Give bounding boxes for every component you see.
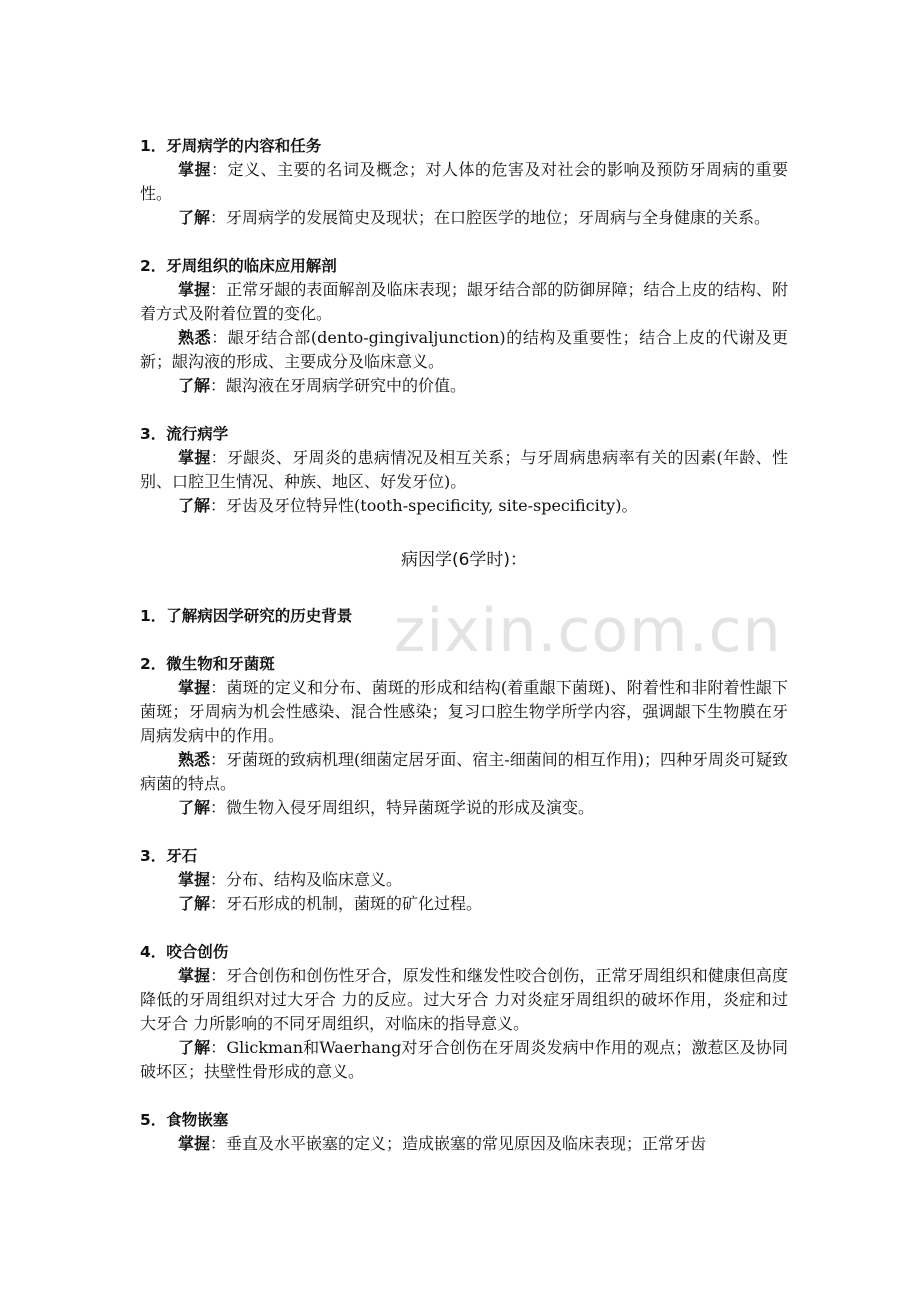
paragraph — [140, 446, 788, 494]
paragraph-text: ：牙合创伤和创伤性牙合，原发性和继发性咬合创伤，正常牙周组织和健康但高度降低的牙周组织对过大牙合 力的反应。过大牙合 力对炎症牙周组织的破坏作用，炎症和过大牙合 力所影响的不同牙周组织，对临床的指导意义。 — [140, 966, 788, 1033]
paragraph-text: ：牙周病学的发展简史及现状；在口腔医学的地位；牙周病与全身健康的关系。 — [210, 208, 771, 227]
section — [140, 604, 788, 628]
section — [140, 422, 788, 518]
paragraph-text: ：龈沟液在牙周病学研究中的价值。 — [210, 376, 467, 395]
paragraph-label: 了解 — [178, 1038, 211, 1057]
document-page — [140, 134, 788, 1156]
paragraph — [140, 748, 788, 796]
section — [140, 652, 788, 820]
section — [140, 254, 788, 398]
paragraph-label: 掌握 — [178, 678, 211, 697]
watermark: zixin.com.cn — [394, 596, 782, 666]
paragraph-label: 了解 — [178, 376, 211, 395]
section-title: 4．咬合创伤 — [140, 943, 229, 961]
paragraph — [140, 158, 788, 206]
section — [140, 134, 788, 230]
section-title: 5．食物嵌塞 — [140, 1111, 229, 1129]
paragraph — [140, 206, 788, 230]
paragraph-text: ：正常牙龈的表面解剖及临床表现；龈牙结合部的防御屏障；结合上皮的结构、附着方式及附着位置的变化。 — [140, 280, 788, 323]
paragraph-text: ：菌斑的定义和分布、菌斑的形成和结构(着重龈下菌斑)、附着性和非附着性龈下菌斑；牙周病为机会性感染、混合性感染；复习口腔生物学所学内容，强调龈下生物膜在牙周病发病中的作用。 — [140, 678, 788, 745]
section — [140, 1108, 788, 1156]
section — [140, 844, 788, 916]
paragraph-label: 掌握 — [178, 966, 211, 985]
section-title: 3．流行病学 — [140, 425, 229, 443]
chapter-heading: 病因学(6学时)： — [400, 550, 528, 570]
paragraph — [140, 868, 788, 892]
paragraph-text: ：垂直及水平嵌塞的定义；造成嵌塞的常见原因及临床表现；正常牙齿 — [210, 1134, 707, 1153]
paragraph — [140, 1036, 788, 1084]
paragraph — [140, 278, 788, 326]
paragraph-text: ：牙菌斑的致病机理(细菌定居牙面、宿主-细菌间的相互作用)；四种牙周炎可疑致病菌的特点。 — [140, 750, 788, 793]
paragraph-text: ：分布、结构及临床意义。 — [210, 870, 403, 889]
section-title: 3．牙石 — [140, 847, 198, 865]
paragraph-label: 了解 — [178, 798, 211, 817]
paragraph — [140, 676, 788, 748]
paragraph — [140, 1132, 788, 1156]
paragraph-label: 掌握 — [178, 870, 211, 889]
paragraph-text: ：牙龈炎、牙周炎的患病情况及相互关系；与牙周病患病率有关的因素(年龄、性别、口腔卫生情况、种族、地区、好发牙位)。 — [140, 448, 788, 491]
paragraph-label: 掌握 — [178, 280, 211, 299]
paragraph-label: 熟悉 — [178, 328, 212, 347]
section-title: 1．了解病因学研究的历史背景 — [140, 607, 353, 625]
paragraph — [140, 494, 788, 518]
paragraph — [140, 892, 788, 916]
section-title: 2．牙周组织的临床应用解剖 — [140, 257, 337, 275]
paragraph-label: 了解 — [178, 894, 211, 913]
paragraph-text: ：定义、主要的名词及概念；对人体的危害及对社会的影响及预防牙周病的重要性。 — [140, 160, 788, 203]
paragraph-text: ：牙齿及牙位特异性(tooth-specificity, site-specificity)。 — [210, 496, 638, 515]
paragraph — [140, 964, 788, 1036]
paragraph — [140, 796, 788, 820]
paragraph-text: ：牙石形成的机制，菌斑的矿化过程。 — [210, 894, 483, 913]
section — [140, 940, 788, 1084]
paragraph-label: 掌握 — [178, 1134, 211, 1153]
paragraph-text: ：Glickman和Waerhang对牙合创伤在牙周炎发病中作用的观点；激惹区及协同破坏区；扶壁性骨形成的意义。 — [140, 1038, 788, 1081]
paragraph — [140, 326, 788, 374]
paragraph-label: 掌握 — [178, 448, 211, 467]
paragraph-text: ：微生物入侵牙周组织，特异菌斑学说的形成及演变。 — [210, 798, 595, 817]
paragraph-label: 了解 — [178, 496, 211, 515]
section-title: 1．牙周病学的内容和任务 — [140, 137, 322, 155]
paragraph-label: 掌握 — [178, 160, 211, 179]
paragraph-text: ：龈牙结合部(dento-gingivaljunction)的结构及重要性；结合上皮的代谢及更新；龈沟液的形成、主要成分及临床意义。 — [140, 328, 788, 371]
section-title: 2．微生物和牙菌斑 — [140, 655, 275, 673]
paragraph — [140, 374, 788, 398]
paragraph-label: 熟悉 — [178, 750, 211, 769]
paragraph-label: 了解 — [178, 208, 211, 227]
